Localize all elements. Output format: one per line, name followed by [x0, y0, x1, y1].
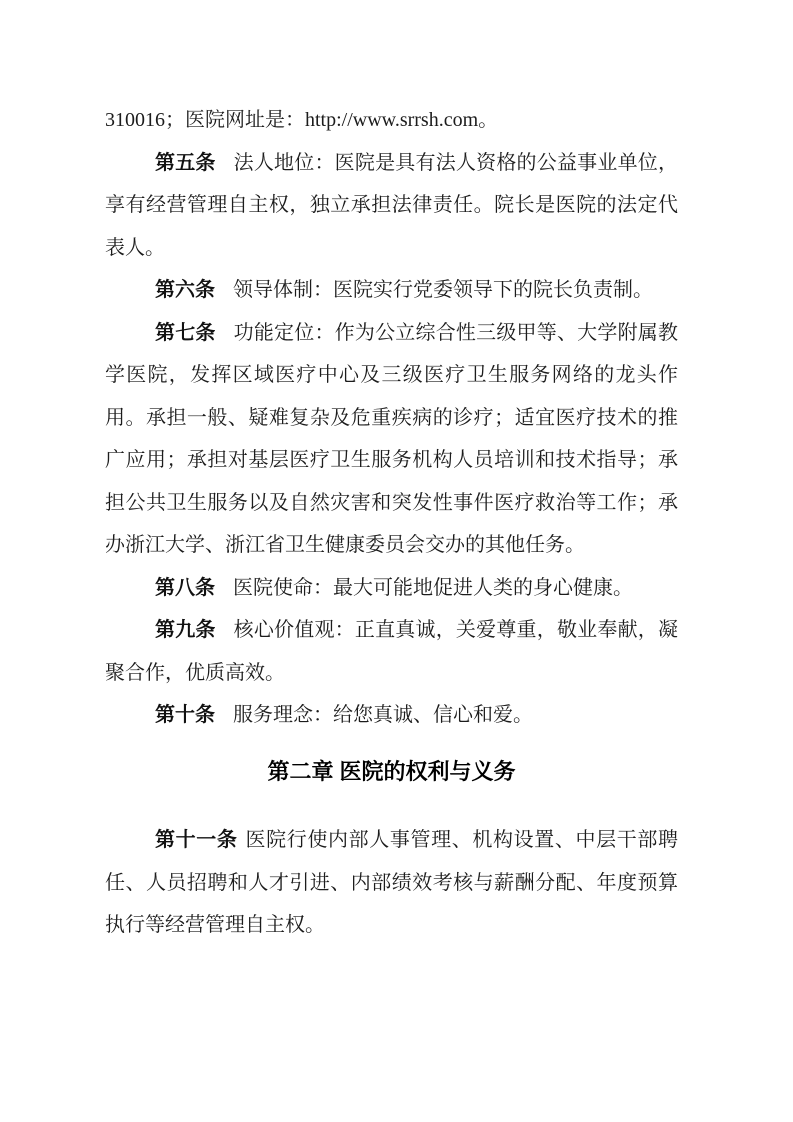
article-10-label: 第十条 [155, 704, 215, 726]
article-11-text: 医院行使内部人事管理、机构设置、中层干部聘任、人员招聘和人才引进、内部绩效考核与薪酬分配、年度预算执行等经营管理自主权。 [105, 829, 678, 936]
continuation-paragraph: 310016；医院网址是：http://www.srrsh.com。 [105, 109, 499, 131]
article-8-text: 医院使命：最大可能地促进人类的身心健康。 [233, 576, 633, 599]
article-5-label: 第五条 [155, 151, 216, 174]
article-5-text: 法人地位：医院是具有法人资格的公益事业单位，享有经营管理自主权，独立承担法律责任。院长是医院的法定代表人。 [105, 151, 678, 259]
chapter-2-heading: 第二章 医院的权利与义务 [267, 758, 516, 784]
article-5-paragraph [105, 142, 678, 270]
article-11-paragraph [105, 819, 678, 947]
article-6-text: 领导体制：医院实行党委领导下的院长负责制。 [233, 279, 653, 301]
article-10-paragraph [105, 694, 678, 737]
article-6-paragraph [105, 269, 678, 312]
article-7-label: 第七条 [155, 321, 216, 344]
article-7-text: 功能定位：作为公立综合性三级甲等、大学附属教学医院，发挥区域医疗中心及三级医疗卫生服务网络的龙头作用。承担一般、疑难复杂及危重疾病的诊疗；适宜医疗技术的推广应用；承担对基层医疗卫生服务机构人员培训和技术指导；承担公共卫生服务以及自然灾害和突发性事件医疗救治等工作；承办浙江大学、浙江省卫生健康委员会交办的其他任务。 [105, 321, 678, 556]
article-8-label: 第八条 [155, 576, 215, 599]
article-9-label: 第九条 [155, 619, 216, 641]
article-9-paragraph [105, 609, 678, 694]
article-7-paragraph [105, 312, 678, 567]
article-9-text: 核心价值观：正直真诚，关爱尊重，敬业奉献，凝聚合作，优质高效。 [105, 619, 678, 684]
article-11-label: 第十一条 [155, 829, 238, 851]
article-10-text: 服务理念：给您真诚、信心和爱。 [233, 704, 533, 726]
article-8-paragraph [105, 567, 678, 610]
article-6-label: 第六条 [155, 279, 215, 301]
